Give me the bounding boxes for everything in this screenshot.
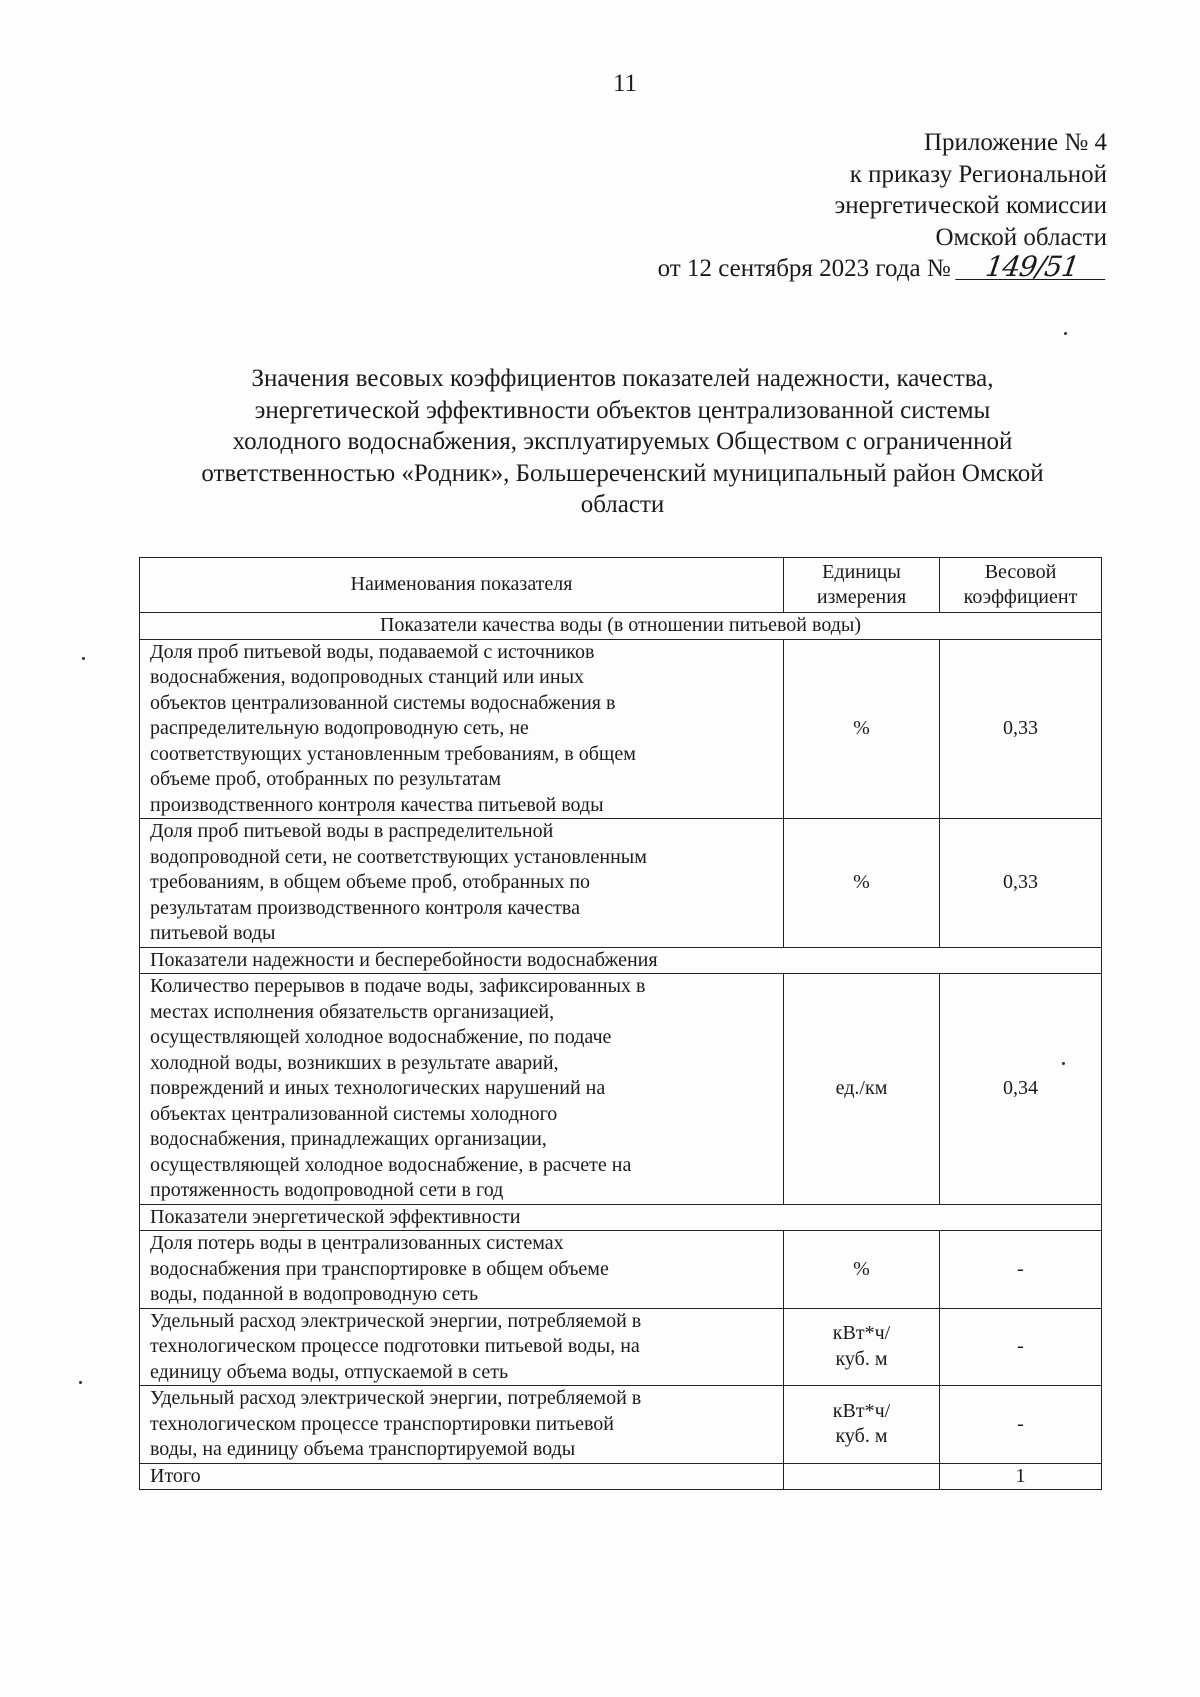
order-prefix: от 12 сентября 2023 года №: [657, 255, 951, 282]
scan-speck: [1064, 332, 1067, 335]
indicator-weight: -: [940, 1386, 1102, 1464]
table-row: [140, 819, 1102, 948]
appendix-line: энергетической комиссии: [834, 192, 1107, 219]
table-header-row: [140, 558, 1102, 613]
total-weight: 1: [940, 1463, 1102, 1490]
section-row: [140, 613, 1102, 640]
indicator-weight: -: [940, 1308, 1102, 1386]
section-title: Показатели энергетической эффективности: [140, 1204, 1102, 1231]
title-line: холодного водоснабжения, эксплуатируемых Обществом с ограниченной: [232, 428, 1013, 455]
section-title: Показатели качества воды (в отношении питьевой воды): [140, 613, 1102, 640]
appendix-line: Омской области: [935, 223, 1107, 251]
table-row: [140, 1386, 1102, 1464]
indicator-name: Доля проб питьевой воды, подаваемой с источников водоснабжения, водопроводных станций или иных объектов централизованной системы водоснабжения в распределительную водопроводную сеть, не соответствующих установленным требованиям, в общем объеме проб, отобранных по результатам производственного контроля качества питьевой воды: [140, 639, 784, 819]
table-row: [140, 974, 1102, 1205]
indicator-unit: кВт*ч/ куб. м: [784, 1308, 940, 1386]
title-line: области: [580, 491, 665, 518]
appendix-line: Приложение № 4: [923, 129, 1107, 156]
indicator-weight: -: [940, 1231, 1102, 1309]
indicator-unit: %: [784, 1231, 940, 1309]
header-name: Наименования показателя: [140, 558, 784, 613]
indicator-unit: %: [784, 639, 940, 819]
indicator-unit: ед./км: [784, 974, 940, 1205]
table-row: [140, 1308, 1102, 1386]
table-row: [140, 639, 1102, 819]
indicator-name: Доля проб питьевой воды в распределительной водопроводной сети, не соответствующих установленным требованиям, в общем объеме проб, отобранных по результатам производственного контроля качества питьевой воды: [140, 819, 784, 948]
page-number: 11: [612, 70, 638, 97]
indicator-weight: 0,33: [940, 639, 1102, 819]
total-row: [140, 1463, 1102, 1490]
order-number-handwritten: 149/51: [955, 255, 1109, 280]
indicator-name: Количество перерывов в подаче воды, зафиксированных в местах исполнения обязательств организацией, осуществляющей холодное водоснабжение, по подаче холодной воды, возникших в результате аварий, повреждений и иных технологических нарушений на объектах централизованной системы холодного водоснабжения, принадлежащих организации, осуществляющей холодное водоснабжение, в расчете на протяженность водопроводной сети в год: [140, 974, 784, 1205]
indicators-table: [139, 557, 1102, 1490]
appendix-line: к приказу Региональной: [849, 160, 1107, 188]
indicator-name: Доля потерь воды в централизованных системах водоснабжения при транспортировке в общем объеме воды, поданной в водопроводную сеть: [140, 1231, 784, 1309]
title-line: Значения весовых коэффициентов показателей надежности, качества,: [251, 365, 994, 392]
indicator-weight: 0,33: [940, 819, 1102, 948]
header-weight: Весовой коэффициент: [940, 558, 1102, 613]
header-unit: Единицы измерения: [784, 558, 940, 613]
scan-speck: [79, 1381, 82, 1384]
order-line: [657, 250, 1107, 285]
section-title: Показатели надежности и бесперебойности водоснабжения: [140, 947, 1102, 974]
appendix-header: [658, 127, 1107, 285]
indicator-name: Удельный расход электрической энергии, потребляемой в технологическом процессе подготовки питьевой воды, на единицу объема воды, отпускаемой в сеть: [140, 1308, 784, 1386]
indicator-name: Удельный расход электрической энергии, потребляемой в технологическом процессе транспортировки питьевой воды, на единицу объема транспортируемой воды: [140, 1386, 784, 1464]
indicator-weight: 0,34: [940, 974, 1102, 1205]
indicator-unit: %: [784, 819, 940, 948]
title-line: энергетической эффективности объектов централизованной системы: [254, 396, 991, 424]
section-row: [140, 1204, 1102, 1231]
title-line: ответственностью «Родник», Большереченский муниципальный район Омской: [201, 459, 1044, 487]
total-unit: [784, 1463, 940, 1490]
section-row: [140, 947, 1102, 974]
table-row: [140, 1231, 1102, 1309]
scan-speck: [82, 657, 85, 660]
total-label: Итого: [140, 1463, 784, 1490]
document-title: [125, 363, 1120, 521]
scan-speck: [1062, 1062, 1065, 1065]
indicator-unit: кВт*ч/ куб. м: [784, 1386, 940, 1464]
